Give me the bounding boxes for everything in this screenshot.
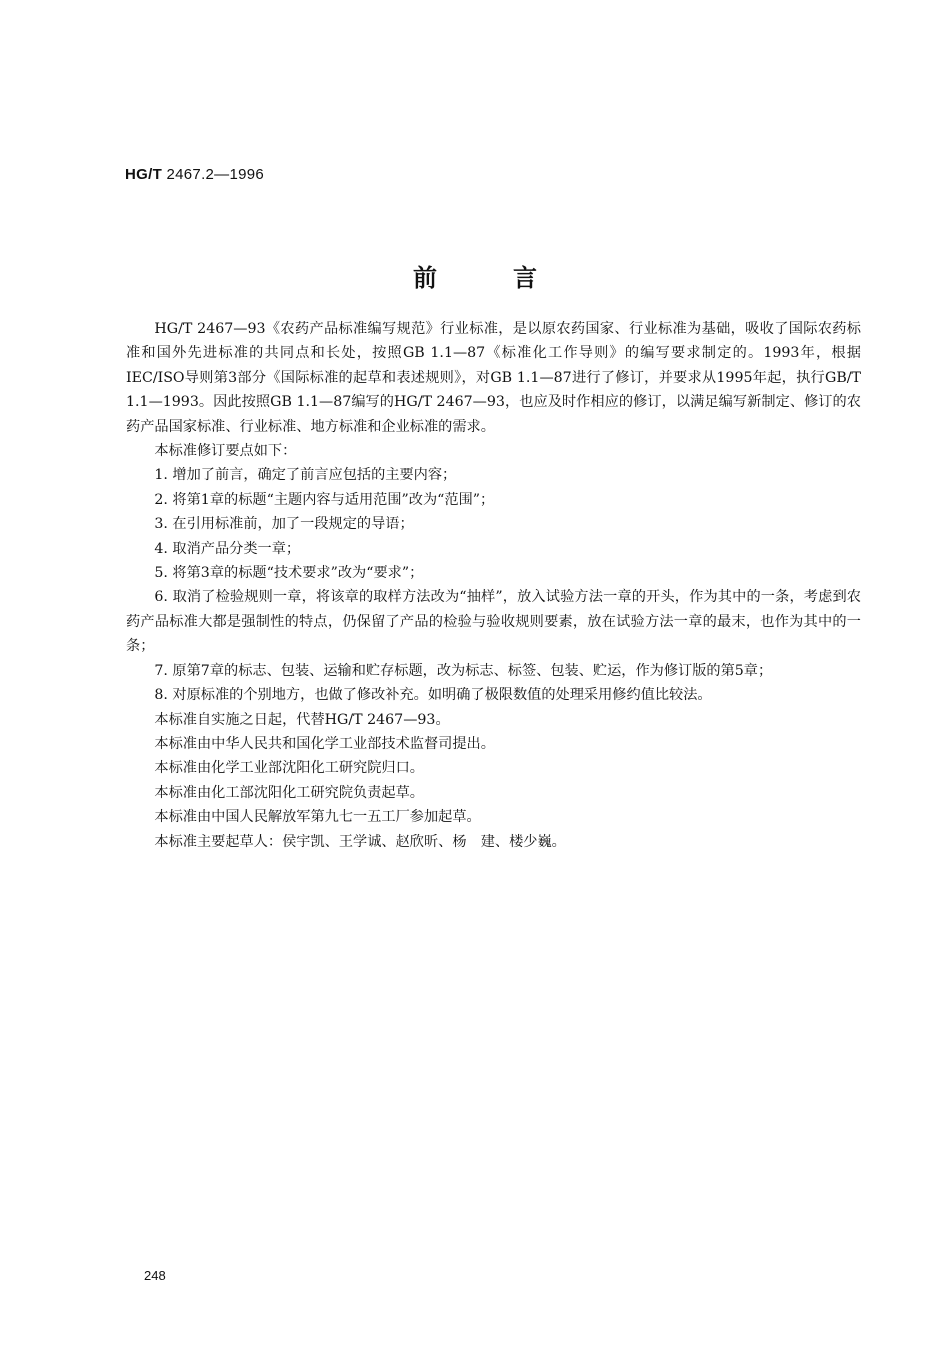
- revision-point-3: 3. 在引用标准前，加了一段规定的导语；: [154, 516, 414, 533]
- revision-point-4: 4. 取消产品分类一章；: [154, 540, 301, 557]
- revision-point-8: 8. 对原标准的个别地方，也做了修改补充。如明确了极限数值的处理采用修约值比较法。: [154, 687, 712, 704]
- centralized-statement: 本标准由化学工业部沈阳化工研究院归口。: [154, 760, 424, 777]
- revision-point-1: 1. 增加了前言，确定了前言应包括的主要内容；: [154, 467, 457, 484]
- replacement-statement: 本标准自实施之日起，代替HG/T 2467—93。: [154, 711, 450, 728]
- page-title: [0, 258, 950, 293]
- page-title-char-2: 言: [513, 263, 537, 292]
- standard-code-prefix: HG/T: [125, 166, 163, 183]
- foreword-intro-paragraph: HG/T 2467—93《农药产品标准编写规范》行业标准，是以原农药国家、行业标准为基础，吸收了国际农药标准和国外先进标准的共同点和长处，按照GB 1.1—87《标准化工作导则》的编写要求制定的。1993年，根据IEC/ISO导则第3部分《国际标准的起草和表述规则》，对GB 1.1—87进行了修订，并要求从1995年起，执行GB/T 1.1—1993。因此按照GB 1.1—87编写的HG/T 2467—93，也应及时作相应的修订，以满足编写新制定、修订的农药产品国家标准、行业标准、地方标准和企业标准的需求。: [126, 321, 861, 435]
- revision-point-6: 6. 取消了检验规则一章，将该章的取样方法改为“抽样”，放入试验方法一章的开头，作为其中的一条，考虑到农药产品标准大都是强制性的特点，仍保留了产品的检验与验收规则要素，放在试验方法一章的最末，也作为其中的一条；: [126, 589, 861, 655]
- revision-points-heading: 本标准修订要点如下：: [154, 443, 297, 460]
- main-drafters-statement: 本标准主要起草人：侯宇凯、王学诚、赵欣昕、杨 建、楼少巍。: [154, 833, 566, 850]
- standard-code-number: 2467.2—1996: [162, 166, 265, 183]
- revision-point-7: 7. 原第7章的标志、包装、运输和贮存标题，改为标志、标签、包装、贮运，作为修订版的第5章；: [154, 662, 773, 679]
- standard-code: [125, 166, 264, 183]
- page-number: 248: [144, 1268, 166, 1283]
- participant-statement: 本标准由中国人民解放军第九七一五工厂参加起草。: [154, 809, 481, 826]
- proposer-statement: 本标准由中华人民共和国化学工业部技术监督司提出。: [154, 735, 495, 752]
- foreword-body: [126, 317, 861, 854]
- revision-point-5: 5. 将第3章的标题“技术要求”改为“要求”；: [154, 565, 424, 582]
- page-title-char-1: 前: [413, 263, 437, 292]
- drafter-statement: 本标准由化工部沈阳化工研究院负责起草。: [154, 784, 424, 801]
- revision-point-2: 2. 将第1章的标题“主题内容与适用范围”改为“范围”；: [154, 491, 495, 508]
